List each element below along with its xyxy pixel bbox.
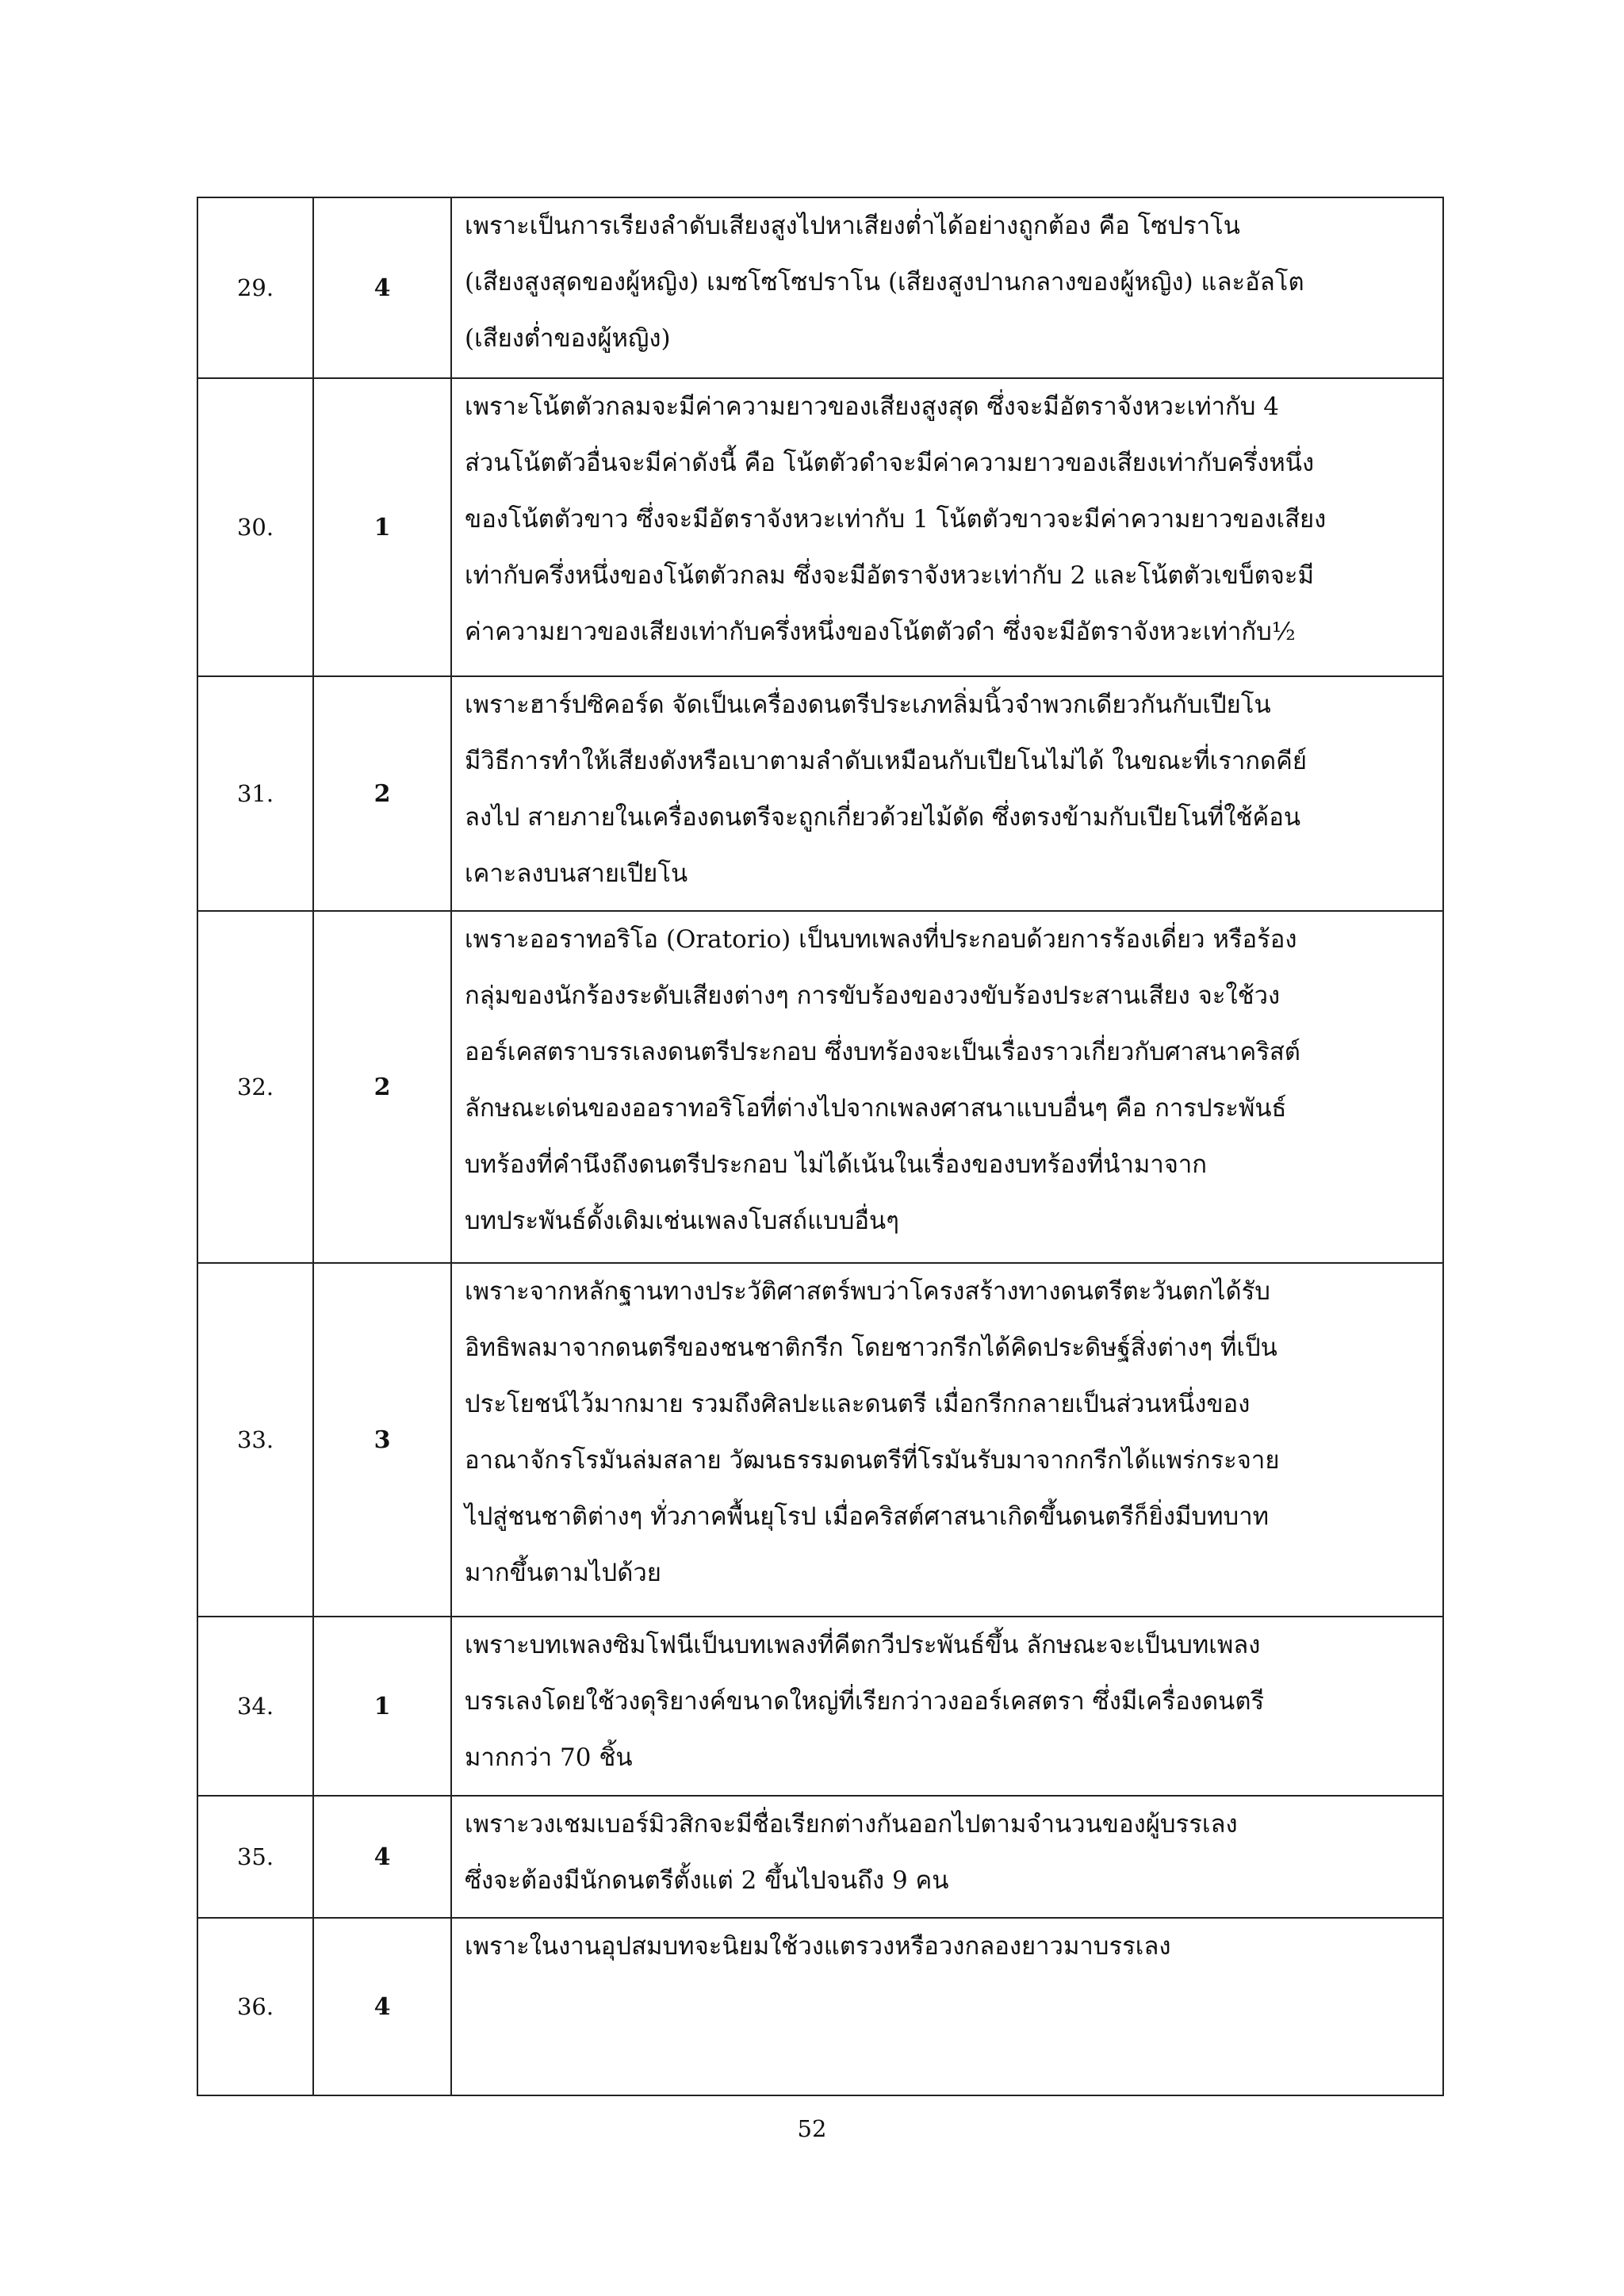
answer-choice: 1	[313, 378, 451, 676]
answer-explanation: เพราะบทเพลงซิมโฟนีเป็นบทเพลงที่คีตกวีประพันธ์ขึ้น ลักษณะจะเป็นบทเพลง บรรเลงโดยใช้วงดุริยางค์ขนาดใหญ่ที่เรียกว่าวงออร์เคสตรา ซึ่งมีเครื่องดนตรี มากกว่า 70 ชิ้น	[451, 1617, 1443, 1796]
answer-explanation: เพราะจากหลักฐานทางประวัติศาสตร์พบว่าโครงสร้างทางดนตรีตะวันตกได้รับ อิทธิพลมาจากดนตรีของชนชาติกรีก โดยชาวกรีกได้คิดประดิษฐ์สิ่งต่างๆ ที่เป็น ประโยชน์ไว้มากมาย รวมถึงศิลปะและดนตรี เมื่อกรีกกลายเป็นส่วนหนึ่งของ อาณาจักรโรมันล่มสลาย วัฒนธรรมดนตรีที่โรมันรับมาจากกรีกได้แพร่กระจาย ไปสู่ชนชาติต่างๆ ทั่วภาคพื้นยุโรป เมื่อคริสต์ศาสนาเกิดขึ้นดนตรีก็ยิ่งมีบทบาท มากขึ้นตามไปด้วย	[451, 1263, 1443, 1617]
answer-explanation: เพราะเป็นการเรียงลำดับเสียงสูงไปหาเสียงต่ำได้อย่างถูกต้อง คือ โซปราโน (เสียงสูงสุดของผู้หญิง) เมซโซโซปราโน (เสียงสูงปานกลางของผู้หญิง) และอัลโต (เสียงต่ำของผู้หญิง)	[451, 197, 1443, 378]
answer-choice: 3	[313, 1263, 451, 1617]
table-row	[197, 1263, 1443, 1617]
answer-explanation: เพราะในงานอุปสมบทจะนิยมใช้วงแตรวงหรือวงกลองยาวมาบรรเลง	[451, 1918, 1443, 2095]
question-number: 33.	[197, 1263, 313, 1617]
answer-explanation: เพราะฮาร์ปซิคอร์ด จัดเป็นเครื่องดนตรีประเภทลิ่มนิ้วจำพวกเดียวกันกับเปียโน มีวิธีการทำให้เสียงดังหรือเบาตามลำดับเหมือนกับเปียโนไม่ได้ ในขณะที่เรากดคีย์ ลงไป สายภายในเครื่องดนตรีจะถูกเกี่ยวด้วยไม้ดัด ซึ่งตรงข้ามกับเปียโนที่ใช้ค้อน เคาะลงบนสายเปียโน	[451, 676, 1443, 911]
answer-choice: 4	[313, 1796, 451, 1918]
table-row	[197, 1918, 1443, 2095]
question-number: 30.	[197, 378, 313, 676]
table-row	[197, 1617, 1443, 1796]
question-number: 36.	[197, 1918, 313, 2095]
question-number: 35.	[197, 1796, 313, 1918]
table-row	[197, 1796, 1443, 1918]
answer-explanation: เพราะวงเชมเบอร์มิวสิกจะมีชื่อเรียกต่างกันออกไปตามจำนวนของผู้บรรเลง ซึ่งจะต้องมีนักดนตรีตั้งแต่ 2 ขึ้นไปจนถึง 9 คน	[451, 1796, 1443, 1918]
answer-choice: 4	[313, 197, 451, 378]
page-number: 52	[797, 2115, 827, 2142]
table-row	[197, 911, 1443, 1263]
table-row	[197, 676, 1443, 911]
answer-choice: 4	[313, 1918, 451, 2095]
table-row	[197, 197, 1443, 378]
answer-explanation-table	[197, 197, 1444, 2096]
question-number: 32.	[197, 911, 313, 1263]
answer-explanation: เพราะโน้ตตัวกลมจะมีค่าความยาวของเสียงสูงสุด ซึ่งจะมีอัตราจังหวะเท่ากับ 4 ส่วนโน้ตตัวอื่นจะมีค่าดังนี้ คือ โน้ตตัวดำจะมีค่าความยาวของเสียงเท่ากับครึ่งหนึ่ง ของโน้ตตัวขาว ซึ่งจะมีอัตราจังหวะเท่ากับ 1 โน้ตตัวขาวจะมีค่าความยาวของเสียง เท่ากับครึ่งหนึ่งของโน้ตตัวกลม ซึ่งจะมีอัตราจังหวะเท่ากับ 2 และโน้ตตัวเขบ็ตจะมี ค่าความยาวของเสียงเท่ากับครึ่งหนึ่งของโน้ตตัวดำ ซึ่งจะมีอัตราจังหวะเท่ากับ½	[451, 378, 1443, 676]
answer-choice: 2	[313, 911, 451, 1263]
question-number: 34.	[197, 1617, 313, 1796]
table-row	[197, 378, 1443, 676]
question-number: 31.	[197, 676, 313, 911]
answer-explanation: เพราะออราทอริโอ (Oratorio) เป็นบทเพลงที่ประกอบด้วยการร้องเดี่ยว หรือร้อง กลุ่มของนักร้องระดับเสียงต่างๆ การขับร้องของวงขับร้องประสานเสียง จะใช้วง ออร์เคสตราบรรเลงดนตรีประกอบ ซึ่งบทร้องจะเป็นเรื่องราวเกี่ยวกับศาสนาคริสต์ ลักษณะเด่นของออราทอริโอที่ต่างไปจากเพลงศาสนาแบบอื่นๆ คือ การประพันธ์ บทร้องที่คำนึงถึงดนตรีประกอบ ไม่ได้เน้นในเรื่องของบทร้องที่นำมาจาก บทประพันธ์ดั้งเดิมเช่นเพลงโบสถ์แบบอื่นๆ	[451, 911, 1443, 1263]
answer-choice: 1	[313, 1617, 451, 1796]
answer-choice: 2	[313, 676, 451, 911]
question-number: 29.	[197, 197, 313, 378]
